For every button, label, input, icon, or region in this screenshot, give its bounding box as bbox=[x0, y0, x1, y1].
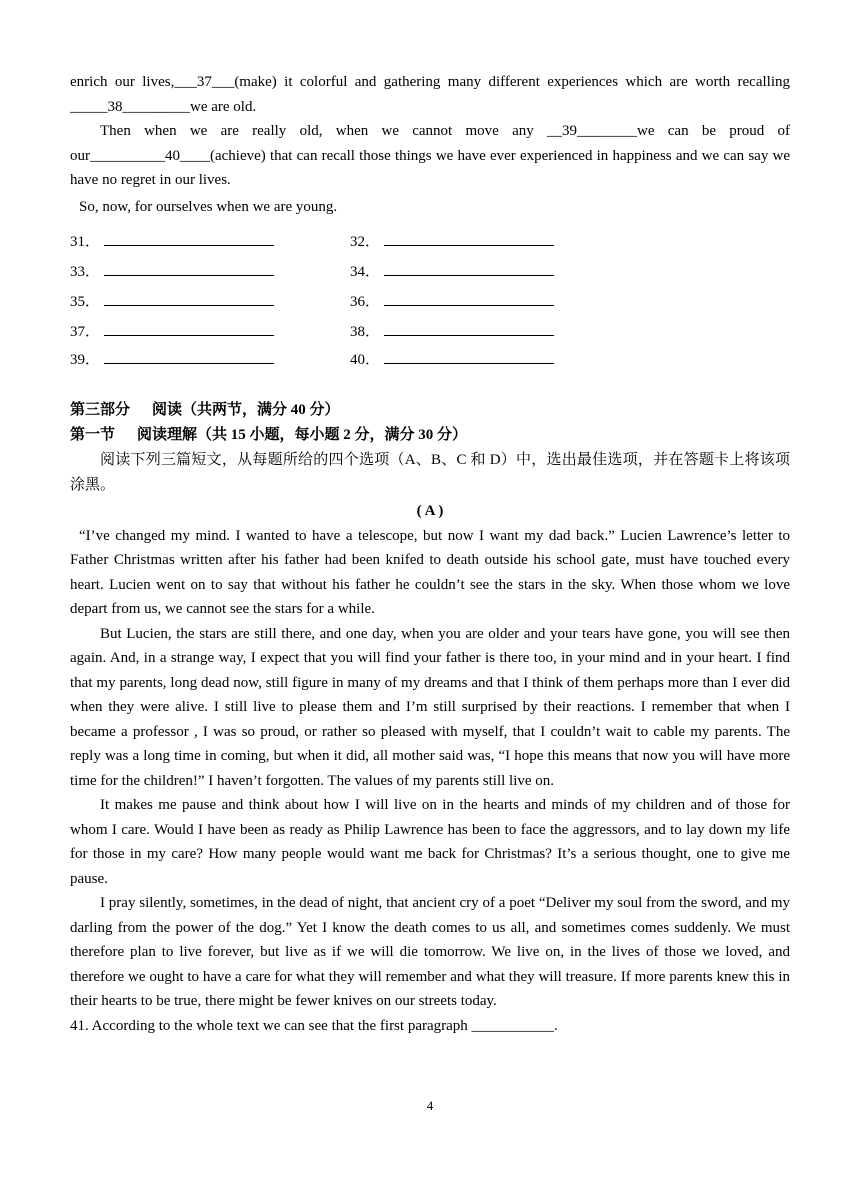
answer-blank-line[interactable] bbox=[104, 319, 274, 336]
answer-row bbox=[70, 347, 630, 372]
section-part-label: 第三部分 bbox=[70, 402, 131, 418]
answer-blank-line[interactable] bbox=[384, 289, 554, 306]
subsection-label: 第一节 bbox=[70, 427, 116, 443]
passage-label: ( A ) bbox=[416, 503, 444, 519]
answer-blank-line[interactable] bbox=[104, 347, 274, 364]
cloze-paragraph-3: So, now, for ourselves when we are young. bbox=[79, 198, 338, 215]
blank-number: 32． bbox=[350, 234, 381, 251]
page-content bbox=[70, 70, 790, 1038]
blank-number: 35． bbox=[70, 294, 101, 311]
cloze-paragraph-2: Then when we are really old, when we cannot move any __39________we can be proud of our__________40____(achieve) that can recall those things we have ever experienced in happiness and we can say we have no regret in our lives. bbox=[70, 123, 790, 188]
answer-row bbox=[70, 287, 630, 317]
answer-row bbox=[70, 257, 630, 287]
passage-paragraph: But Lucien, the stars are still there, and one day, when you are older and your tears have gone, you will see then again. And, in a strange way, I expect that you will find your father is there too, in your mind and in your heart. I find that my parents, long dead now, still figure in many of my dreams and that I think of them perhaps more than I ever did when they were alive. I still live to please them and I’m still surprised by their reactions. I remember that when I became a professor , I was so proud, or rather so pleased with myself, that I couldn’t wait to cable my parents. The reply was a long time in coming, but when it did, all mother said was, “I hope this means that now you will have more time for the children!” I haven’t forgotten. The values of my parents still live on. bbox=[70, 625, 790, 789]
answer-blanks bbox=[70, 227, 630, 372]
section-heading bbox=[70, 398, 790, 423]
answer-blank-line[interactable] bbox=[384, 347, 554, 364]
passage-paragraph: I pray silently, sometimes, in the dead of night, that ancient cry of a poet “Deliver my soul from the sword, and my darling from the power of the dog.” Yet I know the death comes to us all, and sometimes comes suddenly. We must therefore plan to live forever, but live as if we will die tomorrow. We live on, in the lives of those we loved, and therefore we ought to have a care for what they will remember and what they will treasure. If more parents knew this in their hearts to be true, there might be fewer knives on our streets today. bbox=[70, 895, 790, 1009]
blank-number: 34． bbox=[350, 264, 381, 281]
answer-blank-line[interactable] bbox=[384, 229, 554, 246]
blank-number: 38． bbox=[350, 324, 381, 341]
answer-blank-line[interactable] bbox=[384, 319, 554, 336]
subsection-heading bbox=[70, 423, 790, 448]
blank-number: 39． bbox=[70, 351, 101, 368]
answer-blank-line[interactable] bbox=[104, 229, 274, 246]
answer-row bbox=[70, 317, 630, 347]
blank-number: 40． bbox=[350, 351, 381, 368]
blank-number: 31． bbox=[70, 234, 101, 251]
section-part-title: 阅读（共两节，满分 40 分） bbox=[152, 402, 340, 418]
page-number: 4 bbox=[426, 1098, 434, 1113]
answer-row bbox=[70, 227, 630, 257]
cloze-paragraph-1: enrich our lives,___37___(make) it colorful and gathering many different experiences which are worth recalling _____38_________we are old. bbox=[70, 74, 790, 115]
answer-blank-line[interactable] bbox=[104, 289, 274, 306]
question-41: 41. According to the whole text we can see that the first paragraph ___________. bbox=[70, 1017, 558, 1034]
reading-instructions: 阅读下列三篇短文，从每题所给的四个选项（A、B、C 和 D）中，选出最佳选项，并在答题卡上将该项涂黑。 bbox=[70, 452, 790, 493]
blank-number: 36． bbox=[350, 294, 381, 311]
passage-paragraph: It makes me pause and think about how I will live on in the hearts and minds of my children and of those for whom I care. Would I have been as ready as Philip Lawrence has been to face the aggressors, and to lay down my life for those in my care? How many people would want me back for Christmas? It’s a serious thought, one to give me pause. bbox=[70, 797, 790, 887]
answer-blank-line[interactable] bbox=[384, 259, 554, 276]
subsection-title: 阅读理解（共 15 小题，每小题 2 分，满分 30 分） bbox=[137, 427, 468, 443]
passage-paragraph: “I’ve changed my mind. I wanted to have a telescope, but now I want my dad back.” Lucien Lawrence’s letter to Father Christmas written after his father had been knifed to death outside his school gate, must have touched every heart. Lucien went on to say that without his father he couldn’t see the stars in the sky. When those whom we love depart from us, we cannot see the stars for a while. bbox=[70, 527, 790, 617]
blank-number: 33． bbox=[70, 264, 101, 281]
answer-blank-line[interactable] bbox=[104, 259, 274, 276]
blank-number: 37． bbox=[70, 324, 101, 341]
